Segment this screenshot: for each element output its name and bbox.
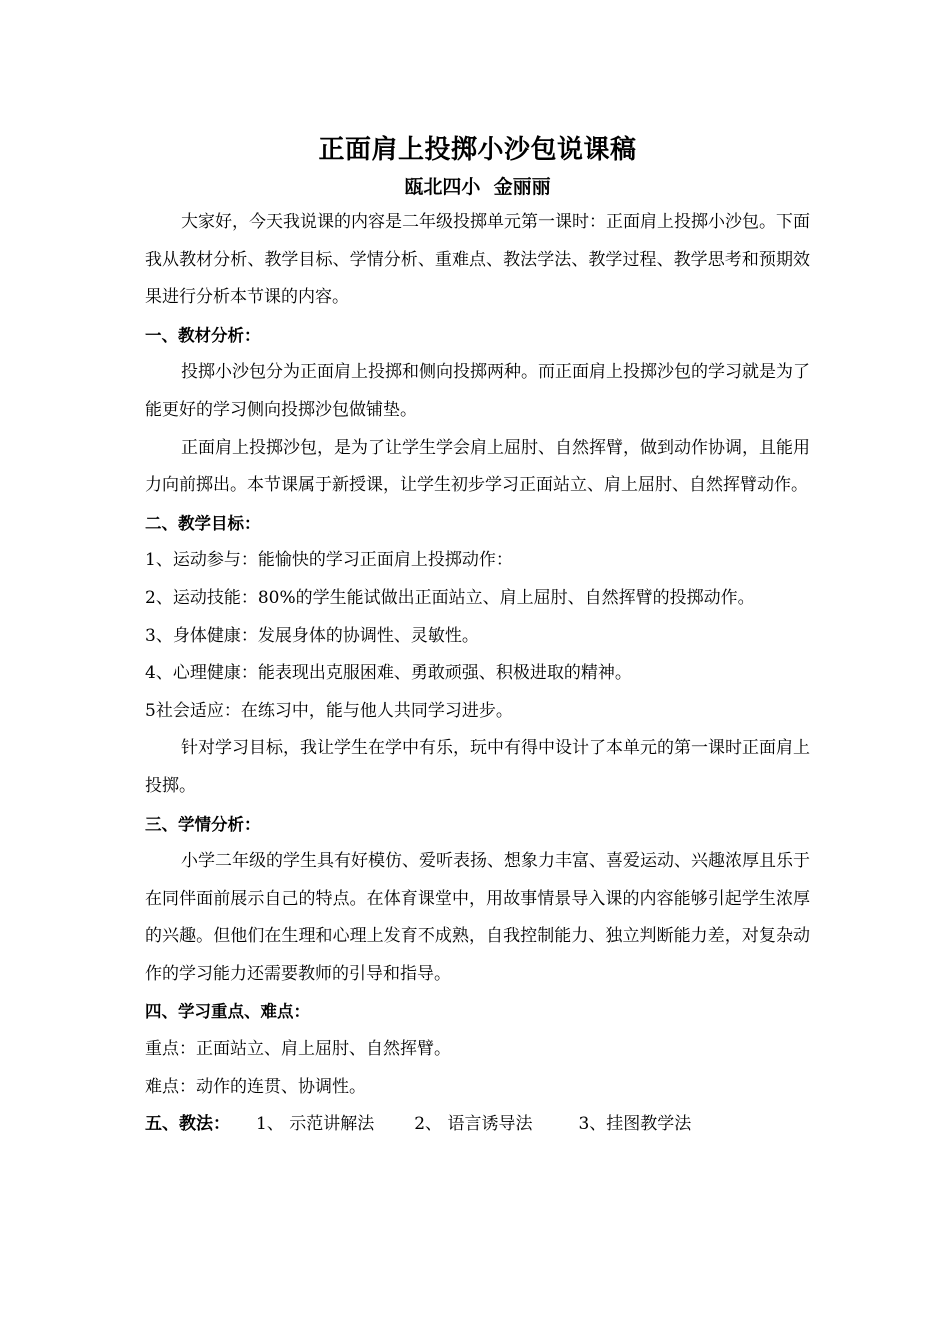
objective-item: 2、运动技能：80%的学生能试做出正面站立、肩上屈肘、自然挥臂的投掷动作。 [145, 587, 755, 608]
teaching-methods-line [145, 1106, 810, 1144]
key-point-item: 重点：正面站立、肩上屈肘、自然挥臂。 [145, 1039, 451, 1060]
objective-item: 4、心理健康：能表现出克服困难、勇敢顽强、积极进取的精神。 [145, 663, 632, 684]
body-paragraph: 针对学习目标，我让学生在学中有乐，玩中有得中设计了本单元的第一课时正面肩上投掷。 [145, 738, 810, 796]
objective-item: 5社会适应：在练习中，能与他人共同学习进步。 [145, 700, 513, 721]
objective-item: 1、运动参与：能愉快的学习正面肩上投掷动作： [145, 550, 513, 571]
objective-item: 3、身体健康：发展身体的协调性、灵敏性。 [145, 625, 479, 646]
body-paragraph: 投掷小沙包分为正面肩上投掷和侧向投掷两种。而正面肩上投掷沙包的学习就是为了能更好的学习侧向投掷沙包做铺垫。 [145, 362, 810, 420]
section-heading-learners: 三、学情分析： [145, 814, 261, 834]
document-author: 瓯北四小 金丽丽 [404, 176, 551, 198]
section-heading-objectives: 二、教学目标： [145, 513, 261, 533]
difficulty-item: 难点：动作的连贯、协调性。 [145, 1076, 366, 1097]
method-item: 2、 语言诱导法 [414, 1114, 533, 1135]
section-heading-materials: 一、教材分析： [145, 325, 261, 345]
section-heading-key-points: 四、学习重点、难点： [145, 1002, 310, 1022]
method-item: 1、 示范讲解法 [256, 1114, 375, 1135]
document-body [145, 128, 810, 1144]
section-heading-methods: 五、教法： [145, 1114, 230, 1135]
body-paragraph: 正面肩上投掷沙包，是为了让学生学会肩上屈肘、自然挥臂，做到动作协调，且能用力向前掷出。本节课属于新授课，让学生初步学习正面站立、肩上屈肘、自然挥臂动作。 [145, 437, 810, 496]
intro-paragraph: 大家好，今天我说课的内容是二年级投掷单元第一课时：正面肩上投掷小沙包。下面我从教材分析、教学目标、学情分析、重难点、教法学法、教学过程、教学思考和预期效果进行分析本节课的内容。 [145, 212, 810, 308]
method-item: 3、挂图教学法 [578, 1114, 692, 1135]
body-paragraph: 小学二年级的学生具有好模仿、爱听表扬、想象力丰富、喜爱运动、兴趣浓厚且乐于在同伴面前展示自己的特点。在体育课堂中，用故事情景导入课的内容能够引起学生浓厚的兴趣。但他们在生理和心理上发育不成熟，自我控制能力、独立判断能力差，对复杂动作的学习能力还需要教师的引导和指导。 [145, 851, 810, 984]
document-title: 正面肩上投掷小沙包说课稿 [318, 135, 637, 165]
